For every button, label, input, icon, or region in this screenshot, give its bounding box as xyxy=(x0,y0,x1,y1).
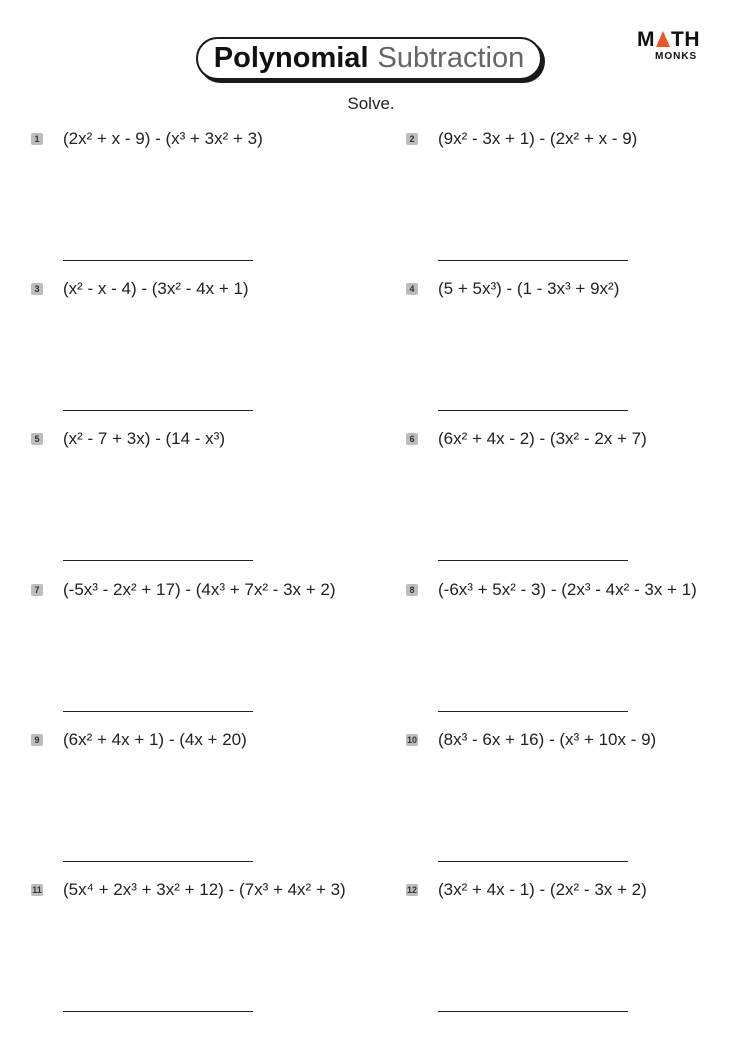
problem-expression: (-6x³ + 5x² - 3) - (2x³ - 4x² - 3x + 1) xyxy=(438,580,697,599)
logo-letter-m: M xyxy=(637,28,655,51)
problem-number-badge: 8 xyxy=(406,584,418,596)
answer-line[interactable] xyxy=(438,410,628,411)
problem-5 xyxy=(31,429,351,574)
answer-line[interactable] xyxy=(63,1011,253,1012)
math-monks-logo xyxy=(637,28,707,64)
problem-number-badge: 4 xyxy=(406,283,418,295)
answer-line[interactable] xyxy=(438,1011,628,1012)
problem-number-badge: 7 xyxy=(31,584,43,596)
problem-expression: (8x³ - 6x + 16) - (x³ + 10x - 9) xyxy=(438,730,657,749)
triangle-icon xyxy=(656,31,670,47)
problem-expression: (2x² + x - 9) - (x³ + 3x² + 3) xyxy=(63,129,263,148)
answer-line[interactable] xyxy=(438,861,628,862)
problem-3 xyxy=(31,279,351,424)
answer-line[interactable] xyxy=(63,711,253,712)
answer-line[interactable] xyxy=(63,410,253,411)
problem-expression: (x² - 7 + 3x) - (14 - x³) xyxy=(63,429,225,448)
answer-line[interactable] xyxy=(438,560,628,561)
problem-number-badge: 2 xyxy=(406,133,418,145)
problem-expression: (6x² + 4x + 1) - (4x + 20) xyxy=(63,730,247,749)
problem-expression: (3x² + 4x - 1) - (2x² - 3x + 2) xyxy=(438,880,647,899)
problem-number-badge: 10 xyxy=(406,735,417,745)
problem-8 xyxy=(406,580,726,725)
problem-expression: (-5x³ - 2x² + 17) - (4x³ + 7x² - 3x + 2) xyxy=(63,580,336,599)
problem-expression: (5x⁴ + 2x³ + 3x² + 12) - (7x³ + 4x² + 3) xyxy=(63,880,346,899)
problem-expression: (x² - x - 4) - (3x² - 4x + 1) xyxy=(63,279,249,298)
problem-11 xyxy=(31,880,351,1025)
problem-number-badge: 1 xyxy=(31,133,43,145)
answer-line[interactable] xyxy=(438,260,628,261)
logo-wordmark xyxy=(637,28,700,52)
answer-line[interactable] xyxy=(63,260,253,261)
problem-12 xyxy=(406,880,726,1025)
problem-9 xyxy=(31,730,351,875)
logo-subtext: MONKS xyxy=(655,51,698,62)
problem-number-badge: 12 xyxy=(406,885,417,895)
problem-10 xyxy=(406,730,726,875)
problem-4 xyxy=(406,279,726,424)
problem-expression: (6x² + 4x - 2) - (3x² - 2x + 7) xyxy=(438,429,647,448)
problem-number-badge: 11 xyxy=(32,885,42,895)
answer-line[interactable] xyxy=(63,560,253,561)
problem-7 xyxy=(31,580,351,725)
problem-expression: (9x² - 3x + 1) - (2x² + x - 9) xyxy=(438,129,638,148)
problem-number-badge: 9 xyxy=(31,734,43,746)
problem-number-badge: 5 xyxy=(31,433,43,445)
title-bold-word: Polynomial xyxy=(213,42,369,74)
instruction-text: Solve. xyxy=(347,94,395,113)
problem-number-badge: 6 xyxy=(406,433,418,445)
problem-expression: (5 + 5x³) - (1 - 3x³ + 9x²) xyxy=(438,279,620,298)
title-light-word: Subtraction xyxy=(377,42,525,74)
logo-letters-th: TH xyxy=(671,28,700,51)
answer-line[interactable] xyxy=(438,711,628,712)
answer-line[interactable] xyxy=(63,861,253,862)
worksheet-title xyxy=(196,37,542,80)
problem-1 xyxy=(31,129,351,274)
problem-6 xyxy=(406,429,726,574)
problem-number-badge: 3 xyxy=(31,283,43,295)
problem-2 xyxy=(406,129,726,274)
